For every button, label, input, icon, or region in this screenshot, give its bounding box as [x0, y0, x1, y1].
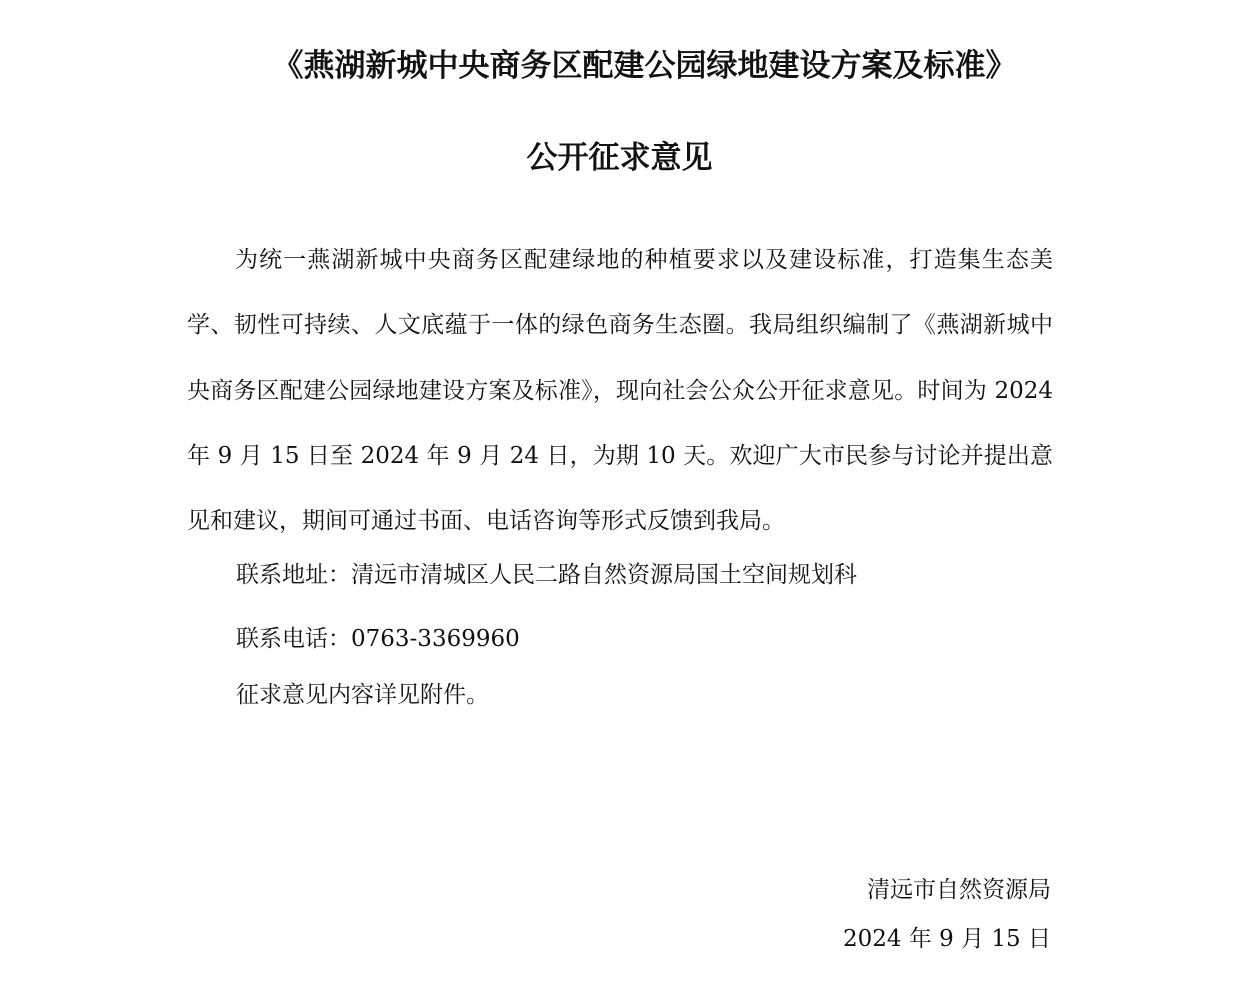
document-title: 《燕湖新城中央商务区配建公园绿地建设方案及标准》 — [272, 48, 1017, 84]
contact-address: 联系地址：清远市清城区人民二路自然资源局国土空间规划科 — [236, 562, 857, 588]
signature-date: 2024 年 9 月 15 日 — [843, 926, 1051, 952]
body-paragraph: 为统一燕湖新城中央商务区配建绿地的种植要求以及建设标准，打造集生态美学、韧性可持续、人文底蕴于一体的绿色商务生态圈。我局组织编制了《燕湖新城中央商务区配建公园绿地建设方案及标准》，现向社会公众公开征求意见。时间为 2024 年 9 月 15 日至 2024 年 9 月 24 日，为期 10 天。欢迎广大市民参与讨论并提出意见和建议，期间可通过书面、电话咨询等形式反馈到我局。 — [187, 247, 1053, 535]
document-subtitle: 公开征求意见 — [526, 140, 713, 176]
contact-phone: 联系电话：0763-3369960 — [236, 626, 520, 652]
attachment-note: 征求意见内容详见附件。 — [236, 682, 489, 708]
signature-organization: 清远市自然资源局 — [867, 877, 1051, 903]
